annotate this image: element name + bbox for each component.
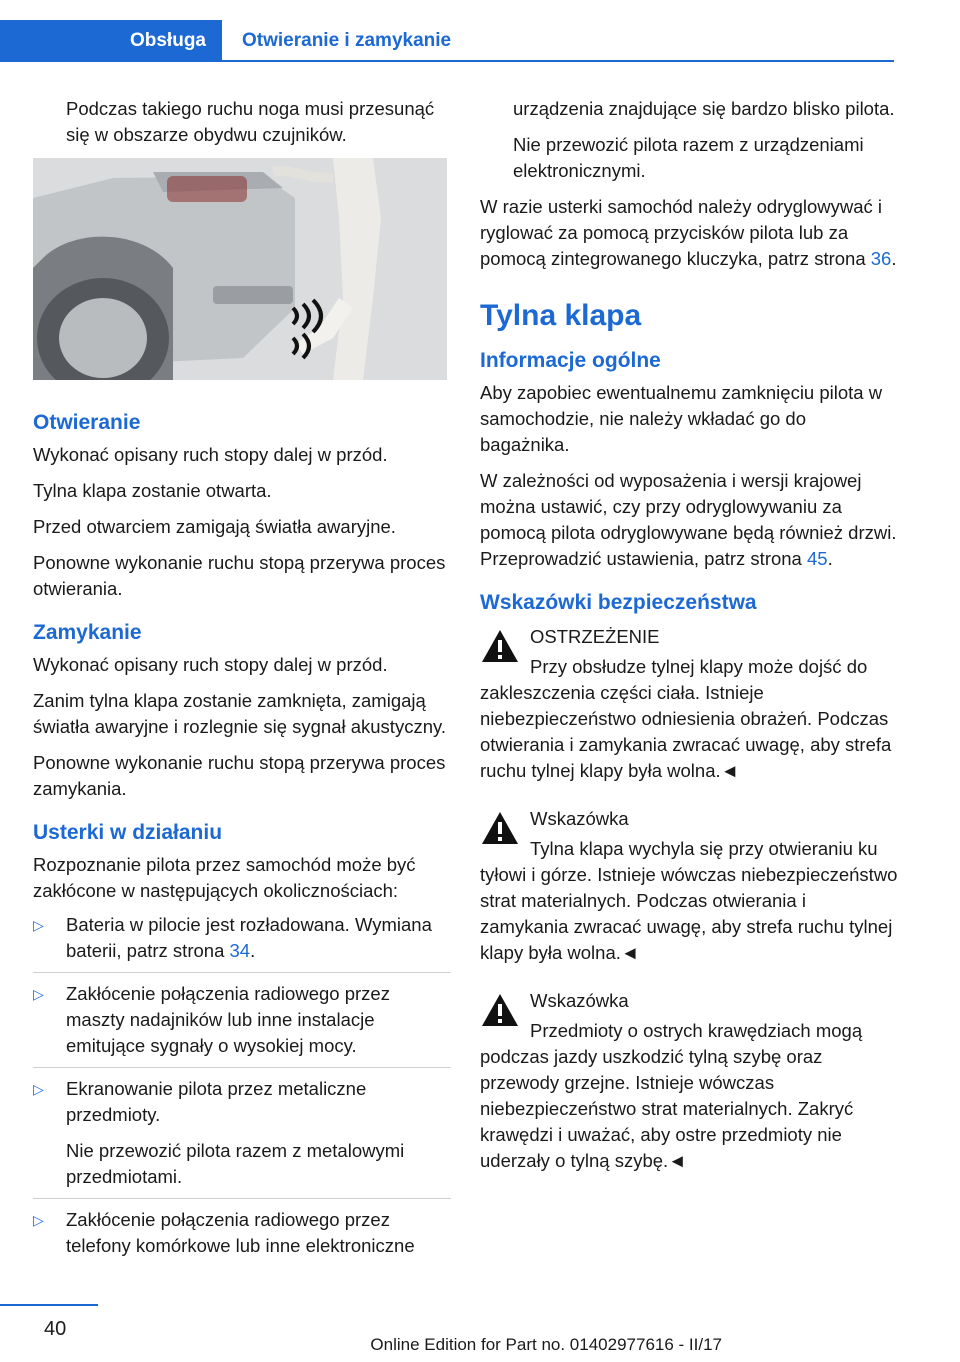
otwieranie-p1: Wykonać opisany ruch stopy dalej w przód. (33, 444, 388, 465)
page-link-34[interactable]: 34 (229, 940, 251, 961)
note-block (480, 988, 898, 1174)
list-item: ▷ Zakłócenie połączenia radiowego przez telefony komórkowe lub inne elektroniczne (33, 1199, 451, 1267)
info-p2: W zależności od wyposażenia i wersji krajowej można ustawić, czy przy odryglowywaniu za pomocą pilota odryglowywane będą również drzwi. Przeprowadzić ustawienia, patrz strona 45. (480, 470, 897, 569)
continued-text-1: urządzenia znajdujące się bardzo blisko pilota. (513, 98, 895, 119)
continued-text-2: Nie przewozić pilota razem z urządzeniami elektronicznymi. (513, 134, 864, 181)
safety-heading: Wskazówki bezpieczeństwa (480, 591, 757, 614)
warning-triangle-icon (480, 992, 520, 1028)
zamykanie-heading: Zamykanie (33, 621, 142, 644)
otwieranie-heading: Otwieranie (33, 411, 141, 434)
list-item: ▷ Zakłócenie połączenia radiowego przez maszty nadajników lub inne instalacje emitujące sygnały o wysokiej mocy. (33, 973, 451, 1068)
section-breadcrumb[interactable]: Otwieranie i zamykanie (242, 30, 452, 51)
otwieranie-p2: Tylna klapa zostanie otwarta. (33, 480, 272, 501)
note-title: Wskazówka (530, 990, 629, 1011)
right-column (480, 98, 898, 1184)
triangle-bullet-icon: ▷ (33, 1081, 44, 1097)
zamykanie-p3: Ponowne wykonanie ruchu stopą przerywa proces zamykania. (33, 752, 446, 799)
car-foot-gesture-image (33, 158, 447, 380)
triangle-bullet-icon: ▷ (33, 1212, 44, 1228)
note-text: Tylna klapa wychyla się przy otwieraniu ku tyłowi i górze. Istnieje wówczas niebezpieczeństwo strat materialnych. Podczas otwierania i zamykania zwracać uwagę, aby strefa ruchu tylnej klapy była wolna.◄ (480, 838, 898, 963)
info-p1: Aby zapobiec ewentualnemu zamknięciu pilota w samochodzie, nie należy wkładać go do bagażnika. (480, 382, 883, 455)
zamykanie-p1: Wykonać opisany ruch stopy dalej w przód. (33, 654, 388, 675)
otwieranie-p4: Ponowne wykonanie ruchu stopą przerywa proces otwierania. (33, 552, 446, 599)
warning-block (480, 624, 898, 784)
page-number: 40 (44, 1318, 67, 1340)
list-item: ▷ Ekranowanie pilota przez metaliczne przedmioty. Nie przewozić pilota razem z metalowymi przedmiotami. (33, 1068, 451, 1199)
note-title: Wskazówka (530, 808, 629, 829)
triangle-bullet-icon: ▷ (33, 917, 44, 933)
info-heading: Informacje ogólne (480, 349, 661, 372)
usterki-p1: Rozpoznanie pilota przez samochód może być zakłócone w następujących okolicznościach: (33, 854, 416, 901)
otwieranie-p3: Przed otwarciem zamigają światła awaryjne. (33, 516, 396, 537)
page-link-45[interactable]: 45 (806, 548, 828, 569)
usterka-paragraph: W razie usterki samochód należy odryglowywać i ryglować za pomocą przycisków pilota lub za pomocą zintegrowanego kluczyka, patrz strona 36. (480, 196, 897, 269)
warning-text: Przy obsłudze tylnej klapy może dojść do zakleszczenia części ciała. Istnieje niebezpieczeństwo odniesienia obrażeń. Podczas otwierania i zamykania zwracać uwagę, aby strefa ruchu tylnej klapy była wolna.◄ (480, 656, 892, 781)
warning-title: OSTRZEŻENIE (530, 626, 660, 647)
footer-divider (0, 1304, 98, 1306)
list-item: ▷ Bateria w pilocie jest rozładowana. Wymiana baterii, patrz strona 34. (33, 904, 451, 973)
trunk-sensor-illustration (33, 158, 447, 380)
left-column (33, 96, 451, 1267)
header-divider (222, 60, 894, 62)
tylna-klapa-heading: Tylna klapa (480, 299, 642, 332)
note-text: Przedmioty o ostrych krawędziach mogą podczas jazdy uszkodzić tylną szybę oraz przewody grzejne. Istnieje wówczas niebezpieczeństwo strat materialnych. Zakryć krawędzi i uważać, aby ostre przedmioty nie uderzały o tylną szybę.◄ (480, 1020, 863, 1171)
note-block (480, 806, 898, 966)
warning-triangle-icon (480, 628, 520, 664)
page-link-36[interactable]: 36 (870, 248, 892, 269)
zamykanie-p2: Zanim tylna klapa zostanie zamknięta, zamigają światła awaryjne i rozlegnie się sygnał akustyczny. (33, 690, 447, 737)
usterki-heading: Usterki w działaniu (33, 821, 223, 844)
warning-triangle-icon (480, 810, 520, 846)
triangle-bullet-icon: ▷ (33, 986, 44, 1002)
edition-note: Online Edition for Part no. 01402977616 - II/17 (370, 1335, 722, 1354)
intro-text: Podczas takiego ruchu noga musi przesunąć się w obszarze obydwu czujników. (66, 98, 435, 145)
chapter-tab[interactable]: Obsługa (0, 20, 222, 62)
